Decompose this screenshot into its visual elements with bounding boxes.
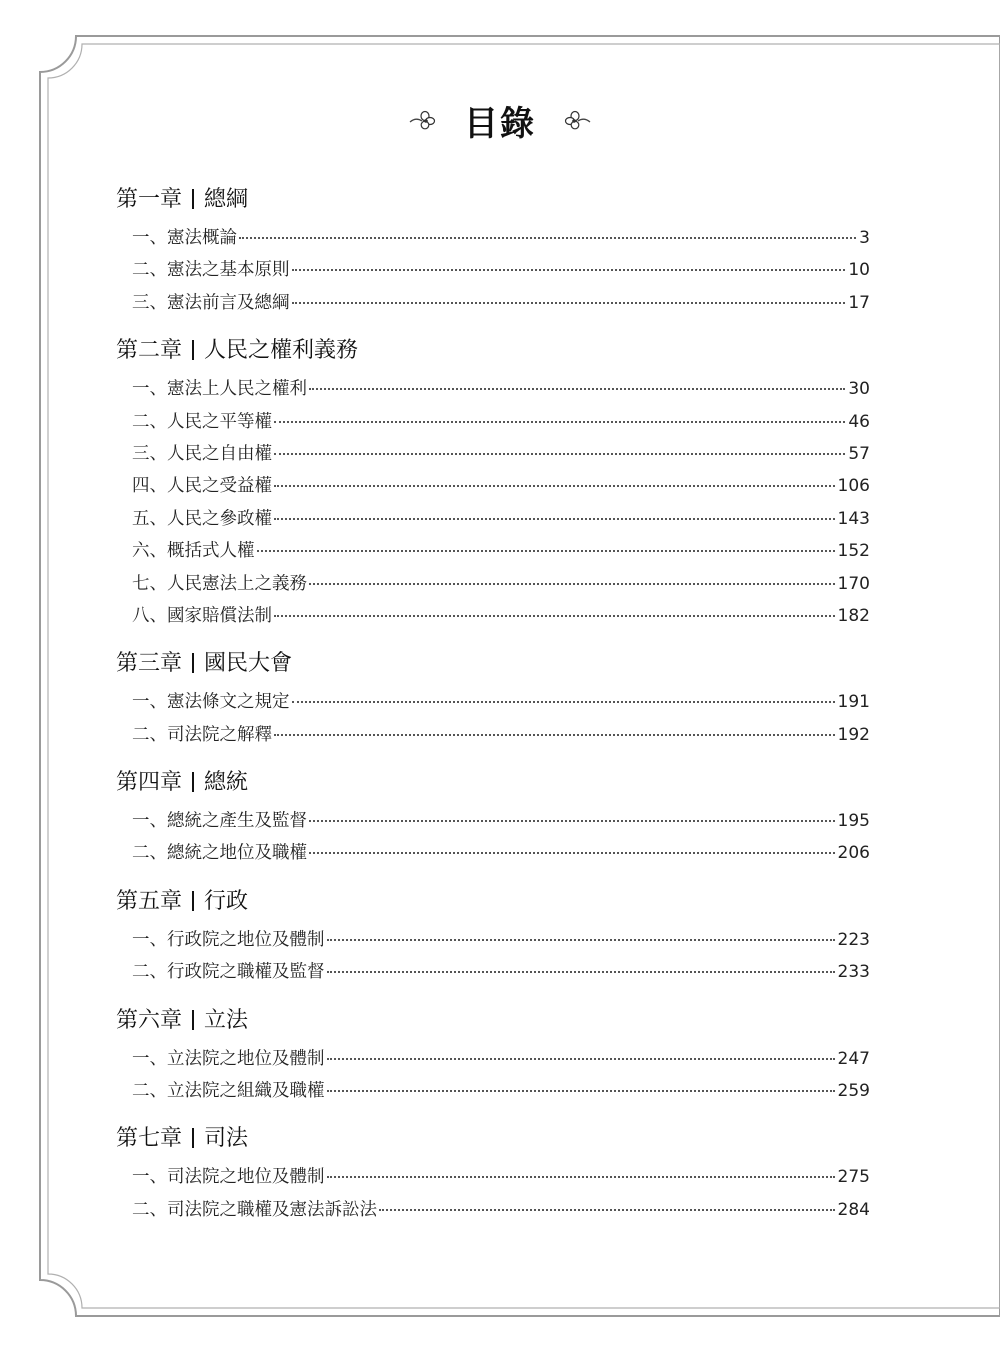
dot-leader [327, 971, 835, 973]
chapter-heading [116, 761, 870, 805]
dot-leader [257, 550, 835, 552]
entry-label: 人民之自由權 [167, 443, 272, 464]
toc-entry[interactable] [116, 924, 870, 956]
dot-leader [327, 1090, 835, 1092]
entry-label: 憲法上人民之權利 [167, 379, 307, 400]
chapter-5 [116, 880, 870, 999]
toc-entry[interactable] [116, 535, 870, 567]
entry-number: 一、 [132, 929, 167, 950]
entry-label: 憲法前言及總綱 [167, 292, 290, 313]
dot-leader [274, 421, 845, 423]
entry-number: 三、 [132, 292, 167, 313]
entry-page: 233 [837, 962, 870, 983]
entry-page: 223 [837, 929, 870, 950]
entry-label: 司法院之解釋 [167, 724, 272, 745]
chapter-heading [116, 999, 870, 1043]
entry-number: 二、 [132, 724, 167, 745]
entry-page: 10 [848, 260, 870, 281]
entry-label: 憲法之基本原則 [167, 260, 290, 281]
chapter-name: 國民大會 [204, 651, 293, 677]
entry-number: 六、 [132, 541, 167, 562]
toc-entry[interactable] [116, 1075, 870, 1107]
dot-leader [274, 453, 845, 455]
entry-number: 三、 [132, 443, 167, 464]
entry-number: 二、 [132, 962, 167, 983]
toc-entry[interactable] [116, 837, 870, 869]
chapter-heading [116, 642, 870, 686]
entry-page: 30 [848, 379, 870, 400]
toc-entry[interactable] [116, 406, 870, 438]
chapter-heading [116, 880, 870, 924]
dot-leader [274, 485, 835, 487]
toc-entry[interactable] [116, 503, 870, 535]
chapter-name: 總綱 [204, 187, 249, 212]
dot-leader [309, 388, 845, 390]
chapter-number: 第五章 [116, 888, 183, 914]
entry-label: 行政院之職權及監督 [167, 962, 325, 983]
toc-entry[interactable] [116, 686, 870, 718]
chapter-number: 第三章 [116, 651, 183, 677]
entry-label: 司法院之地位及體制 [167, 1167, 325, 1188]
toc-entry[interactable] [116, 373, 870, 405]
toc-entry[interactable] [116, 1043, 870, 1075]
entry-label: 總統之產生及監督 [167, 811, 307, 832]
chapter-number: 第四章 [116, 770, 183, 796]
toc-entry[interactable] [116, 222, 870, 254]
dot-leader [327, 939, 835, 941]
entry-label: 人民之平等權 [167, 411, 272, 432]
chapter-6 [116, 999, 870, 1118]
chapter-number: 第六章 [116, 1007, 183, 1033]
toc-entry[interactable] [116, 1161, 870, 1193]
entry-label: 概括式人權 [167, 541, 255, 562]
dot-leader [309, 820, 835, 822]
toc-entry[interactable] [116, 805, 870, 837]
divider [192, 1128, 194, 1148]
chapter-1 [116, 178, 870, 329]
title-bar [0, 92, 1000, 148]
entry-number: 二、 [132, 1199, 167, 1220]
entry-number: 一、 [132, 692, 167, 713]
entry-label: 國家賠償法制 [167, 605, 272, 626]
entry-page: 3 [859, 228, 870, 248]
dot-leader [292, 269, 846, 271]
toc-entry[interactable] [116, 438, 870, 470]
toc-entry[interactable] [116, 719, 870, 751]
entry-page: 275 [837, 1167, 870, 1188]
chapter-name: 司法 [204, 1126, 249, 1152]
dot-leader [274, 734, 835, 736]
dot-leader [327, 1058, 835, 1060]
entry-page: 143 [837, 508, 870, 529]
entry-number: 二、 [132, 843, 167, 864]
entry-number: 八、 [132, 605, 167, 626]
toc-entry[interactable] [116, 1194, 870, 1226]
entry-number: 一、 [132, 811, 167, 832]
toc-entry[interactable] [116, 600, 870, 632]
entry-label: 憲法概論 [167, 228, 237, 248]
divider [192, 891, 194, 911]
entry-label: 立法院之組織及職權 [167, 1081, 325, 1102]
chapter-7 [116, 1117, 870, 1236]
chapter-number: 第二章 [116, 338, 183, 364]
chapter-name: 立法 [204, 1007, 249, 1033]
dot-leader [274, 615, 835, 617]
entry-number: 二、 [132, 1081, 167, 1102]
divider [192, 340, 194, 360]
flower-ornament-icon [562, 105, 592, 135]
dot-leader [274, 518, 835, 520]
toc-entry[interactable] [116, 956, 870, 988]
dot-leader [309, 583, 835, 585]
entry-number: 四、 [132, 476, 167, 497]
chapter-number: 第七章 [116, 1126, 183, 1152]
toc-entry[interactable] [116, 470, 870, 502]
dot-leader [239, 237, 856, 239]
chapter-heading [116, 178, 870, 222]
chapter-number: 第一章 [116, 187, 183, 212]
entry-number: 二、 [132, 260, 167, 281]
toc-entry[interactable] [116, 287, 870, 319]
entry-label: 總統之地位及職權 [167, 843, 307, 864]
entry-label: 人民之受益權 [167, 476, 272, 497]
entry-page: 206 [837, 843, 870, 864]
entry-page: 57 [848, 443, 870, 464]
dot-leader [379, 1209, 835, 1211]
entry-label: 人民之參政權 [167, 508, 272, 529]
chapter-3 [116, 642, 870, 761]
entry-page: 182 [837, 605, 870, 626]
entry-label: 人民憲法上之義務 [167, 573, 307, 594]
divider [192, 189, 194, 209]
divider [192, 1010, 194, 1030]
dot-leader [292, 302, 846, 304]
dot-leader [327, 1176, 835, 1178]
entry-label: 憲法條文之規定 [167, 692, 290, 713]
chapter-name: 人民之權利義務 [204, 338, 359, 364]
entry-label: 司法院之職權及憲法訴訟法 [167, 1199, 377, 1220]
chapter-heading [116, 329, 870, 373]
entry-label: 立法院之地位及體制 [167, 1048, 325, 1069]
chapter-4 [116, 761, 870, 880]
entry-page: 46 [848, 411, 870, 432]
entry-number: 一、 [132, 1048, 167, 1069]
entry-page: 106 [837, 476, 870, 497]
entry-page: 284 [837, 1199, 870, 1220]
entry-page: 152 [837, 541, 870, 562]
divider [192, 772, 194, 792]
entry-page: 170 [837, 573, 870, 594]
entry-number: 一、 [132, 379, 167, 400]
chapter-name: 行政 [204, 888, 249, 914]
dot-leader [309, 852, 835, 854]
entry-label: 行政院之地位及體制 [167, 929, 325, 950]
table-of-contents [116, 178, 870, 1236]
flower-ornament-icon [408, 105, 438, 135]
page-title: 目錄 [464, 103, 536, 144]
dot-leader [292, 701, 835, 703]
chapter-2 [116, 329, 870, 642]
entry-page: 192 [837, 724, 870, 745]
toc-entry[interactable] [116, 254, 870, 286]
entry-number: 一、 [132, 228, 167, 248]
entry-number: 七、 [132, 573, 167, 594]
divider [192, 653, 194, 673]
chapter-heading [116, 1117, 870, 1161]
entry-page: 259 [837, 1081, 870, 1102]
entry-number: 一、 [132, 1167, 167, 1188]
toc-entry[interactable] [116, 568, 870, 600]
chapter-name: 總統 [204, 770, 249, 796]
entry-page: 195 [837, 811, 870, 832]
entry-number: 五、 [132, 508, 167, 529]
entry-page: 191 [837, 692, 870, 713]
entry-number: 二、 [132, 411, 167, 432]
entry-page: 247 [837, 1048, 870, 1069]
entry-page: 17 [848, 292, 870, 313]
